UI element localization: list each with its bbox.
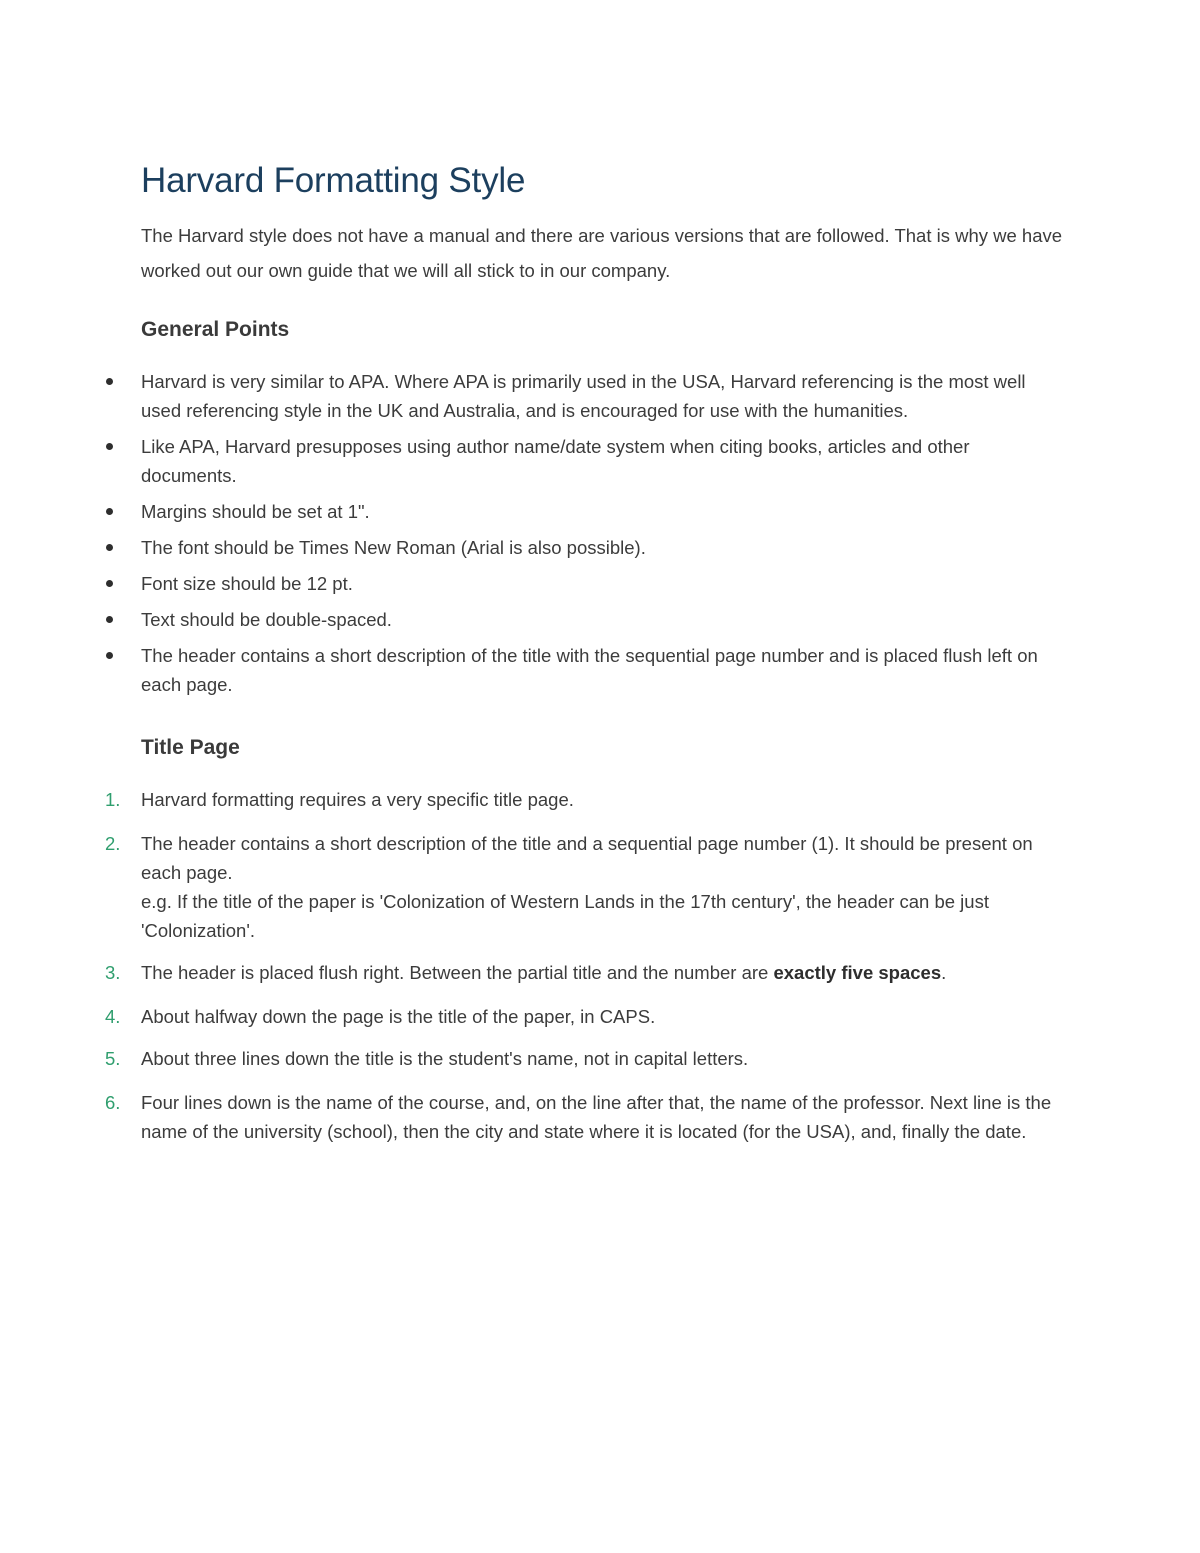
bullet-icon <box>106 443 113 450</box>
list-number: 3. <box>105 962 121 983</box>
bullet-icon <box>106 616 113 623</box>
list-number: 6. <box>105 1092 121 1113</box>
list-item-text: Margins should be set at 1". <box>141 501 370 522</box>
list-item-text-before: The header is placed flush right. Between the partial title and the number are <box>141 962 774 983</box>
list-item-text: Harvard formatting requires a very specific title page. <box>141 789 574 810</box>
list-item-text: Font size should be 12 pt. <box>141 573 353 594</box>
bullet-icon <box>106 652 113 659</box>
bullet-icon <box>106 544 113 551</box>
list-item-example: e.g. If the title of the paper is 'Colonization of Western Lands in the 17th century', the header can be just 'Colonization'. <box>141 891 989 941</box>
list-item-text-after: . <box>941 962 947 983</box>
list-item-text: Four lines down is the name of the course, and, on the line after that, the name of the professor. Next line is the name of the university (school), then the city and state where it is located (for the USA), and, finally the date. <box>141 1092 1052 1142</box>
list-item-text: About three lines down the title is the student's name, not in capital letters. <box>141 1048 749 1069</box>
general-points-heading: General Points <box>141 318 290 341</box>
list-item-text: The header contains a short description of the title with the sequential page number and is placed flush left on each page. <box>141 645 1038 695</box>
list-number: 2. <box>105 833 121 854</box>
list-item-text: About halfway down the page is the title of the paper, in CAPS. <box>141 1006 656 1027</box>
list-item-text: Like APA, Harvard presupposes using author name/date system when citing books, articles and other documents. <box>141 436 970 486</box>
intro-paragraph: The Harvard style does not have a manual and there are various versions that are followed. That is why we have worked out our own guide that we will all stick to in our company. <box>141 225 1063 281</box>
bullet-icon <box>106 508 113 515</box>
title-page-heading: Title Page <box>141 736 240 759</box>
bullet-icon <box>106 378 113 385</box>
list-item-text <box>141 958 1066 987</box>
list-number: 5. <box>105 1048 121 1069</box>
list-number: 4. <box>105 1006 121 1027</box>
document-title: Harvard Formatting Style <box>141 161 526 200</box>
list-item-main-text: The header contains a short description of the title and a sequential page number (1). It should be present on each page. <box>141 833 1033 883</box>
emphasis-text: exactly five spaces <box>773 962 942 983</box>
list-item-text <box>141 829 1066 945</box>
bullet-icon <box>106 580 113 587</box>
list-item-text: Harvard is very similar to APA. Where APA is primarily used in the USA, Harvard referencing is the most well used referencing style in the UK and Australia, and is encouraged for use with the humanities. <box>141 371 1026 421</box>
list-item-text: Text should be double-spaced. <box>141 609 392 630</box>
list-item-text: The font should be Times New Roman (Arial is also possible). <box>141 537 646 558</box>
list-number: 1. <box>105 789 121 810</box>
